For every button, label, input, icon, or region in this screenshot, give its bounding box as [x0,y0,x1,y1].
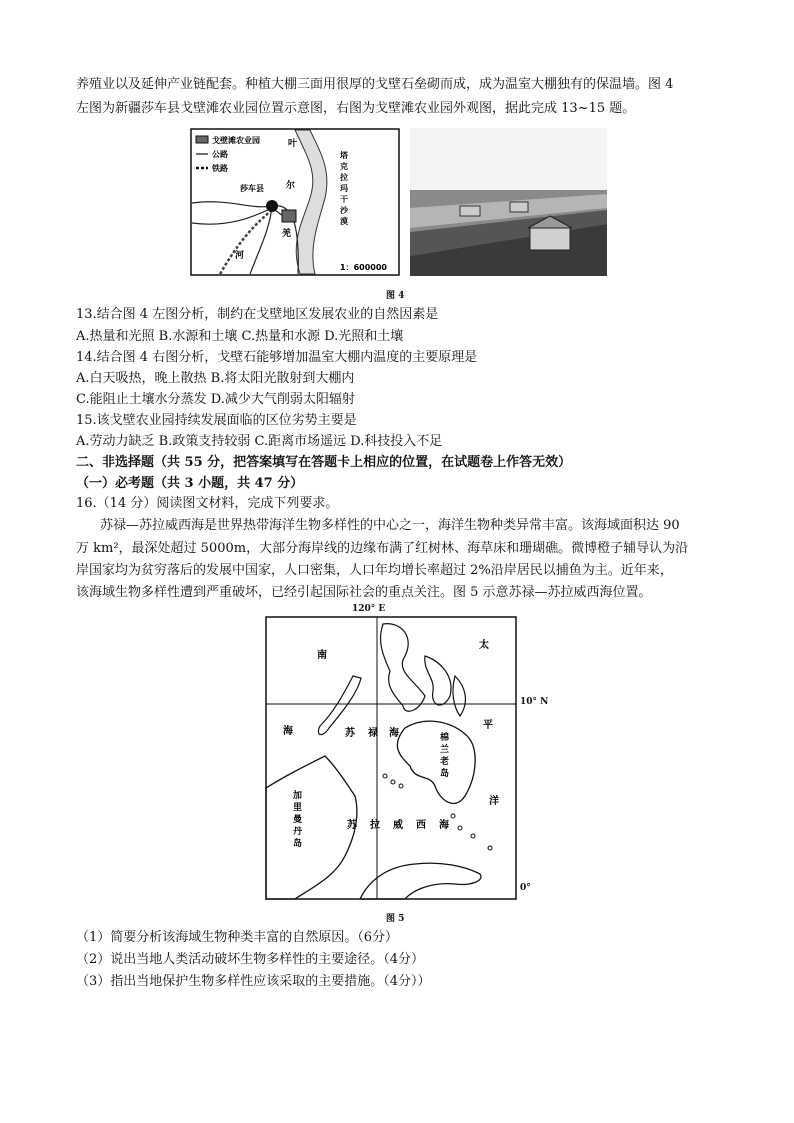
q13-options: A.热量和光照 B.水源和土壤 C.热量和水源 D.光照和土壤 [76,329,404,344]
svg-text:漠: 漠 [340,217,348,226]
svg-text:威: 威 [393,820,403,831]
legend-rail: 铁路 [212,164,228,173]
svg-text:丹: 丹 [293,827,303,837]
svg-text:加: 加 [293,791,303,801]
svg-text:尔: 尔 [286,181,296,191]
svg-text:南: 南 [317,650,327,661]
q15-options: A.劳动力缺乏 B.政策支持较弱 C.距离市场遥远 D.科技投入不足 [76,434,443,449]
figure5-caption: 图 5 [386,914,405,924]
svg-text:海: 海 [389,728,399,739]
section2-heading: 二、非选择题（共 55 分，把答案填写在答题卡上相应的位置，在试题卷上作答无效） [76,455,572,470]
q16-para-4: 该海域生物多样性遭到严重破坏，已经引起国际社会的重点关注。图 5 示意苏禄—苏拉威西海位置。 [76,585,652,600]
svg-text:里: 里 [293,803,303,813]
figure5-map [265,616,517,900]
svg-text:禄: 禄 [368,728,378,739]
svg-text:拉: 拉 [370,820,380,831]
figure4-location-map [190,128,400,276]
svg-text:岛: 岛 [440,769,450,779]
svg-text:羌: 羌 [282,229,292,239]
county-label: 莎车县 [240,184,264,193]
q16-title: 16.（14 分）阅读图文材料，完成下列要求。 [76,496,339,511]
lat10-label: 10° N [520,697,549,707]
svg-text:玛: 玛 [340,184,348,193]
svg-text:拉: 拉 [340,173,348,182]
svg-text:苏: 苏 [345,728,355,739]
svg-text:沙: 沙 [340,206,348,215]
subq-3: （3）指出当地保护生物多样性应该采取的主要措施。（4分）） [76,974,431,989]
legend-road: 公路 [212,150,228,159]
section2-subheading: （一）必考题（共 3 小题，共 47 分） [76,476,304,491]
svg-text:干: 干 [340,195,348,204]
subq-1: （1）简要分析该海域生物种类丰富的自然原因。（6分） [76,930,399,945]
svg-text:叶: 叶 [288,139,298,149]
svg-text:洋: 洋 [489,796,499,807]
q14-options-ab: A.白天吸热，晚上散热 B.将太阳光散射到大棚内 [76,371,355,386]
county-marker [266,200,278,212]
svg-text:平: 平 [483,720,493,731]
svg-text:岛: 岛 [293,839,303,849]
subq-2: （2）说出当地人类活动破坏生物多样性的主要途径。（4分） [76,952,425,967]
svg-text:太: 太 [479,640,489,651]
svg-text:棉: 棉 [440,733,450,743]
lon-label: 120° E [352,604,386,614]
svg-text:苏: 苏 [347,820,357,831]
svg-text:海: 海 [283,726,293,737]
legend-park: 戈壁滩农业园 [212,136,260,145]
intro-line-1: 养殖业以及延伸产业链配套。种植大棚三面用很厚的戈壁石垒砌而成，成为温室大棚独有的保温墙。图 4 [76,77,674,92]
q13-stem: 13.结合图 4 左图分析，制约在戈壁地区发展农业的自然因素是 [76,307,439,322]
svg-text:河: 河 [235,251,245,261]
svg-text:海: 海 [439,820,449,831]
intro-line-2: 左图为新疆莎车县戈壁滩农业园位置示意图，右图为戈壁滩农业园外观图，据此完成 13~15 题。 [76,101,636,116]
q16-para-3: 岸国家均为贫穷落后的发展中国家，人口密集，人口年均增长率超过 2%沿岸居民以捕鱼为主。近年来， [76,563,673,578]
svg-text:老: 老 [440,757,450,767]
lat0-label: 0° [520,883,531,893]
q16-para-2: 万 km²，最深处超过 5000m，大部分海岸线的边缘布满了红树林、海草床和珊瑚礁。微博橙子辅导认为沿 [76,541,689,556]
svg-text:曼: 曼 [293,815,303,825]
q14-options-cd: C.能阻止土壤水分蒸发 D.减少大气削弱太阳辐射 [76,392,355,407]
scale-label: 1：600000 [340,263,387,272]
figure4-photo [410,128,607,276]
figure4-caption: 图 4 [386,291,405,301]
q16-para-1: 苏禄—苏拉威西海是世界热带海洋生物多样性的中心之一，海洋生物种类异常丰富。该海域面积达 90 [100,518,680,533]
svg-text:塔: 塔 [340,151,348,160]
svg-text:西: 西 [416,820,426,831]
q15-stem: 15.该戈壁农业园持续发展面临的区位劣势主要是 [76,413,357,428]
svg-text:兰: 兰 [440,745,450,755]
svg-text:克: 克 [340,162,348,171]
q14-stem: 14.结合图 4 右图分析，戈壁石能够增加温室大棚内温度的主要原理是 [76,350,478,365]
park-marker [282,210,296,222]
